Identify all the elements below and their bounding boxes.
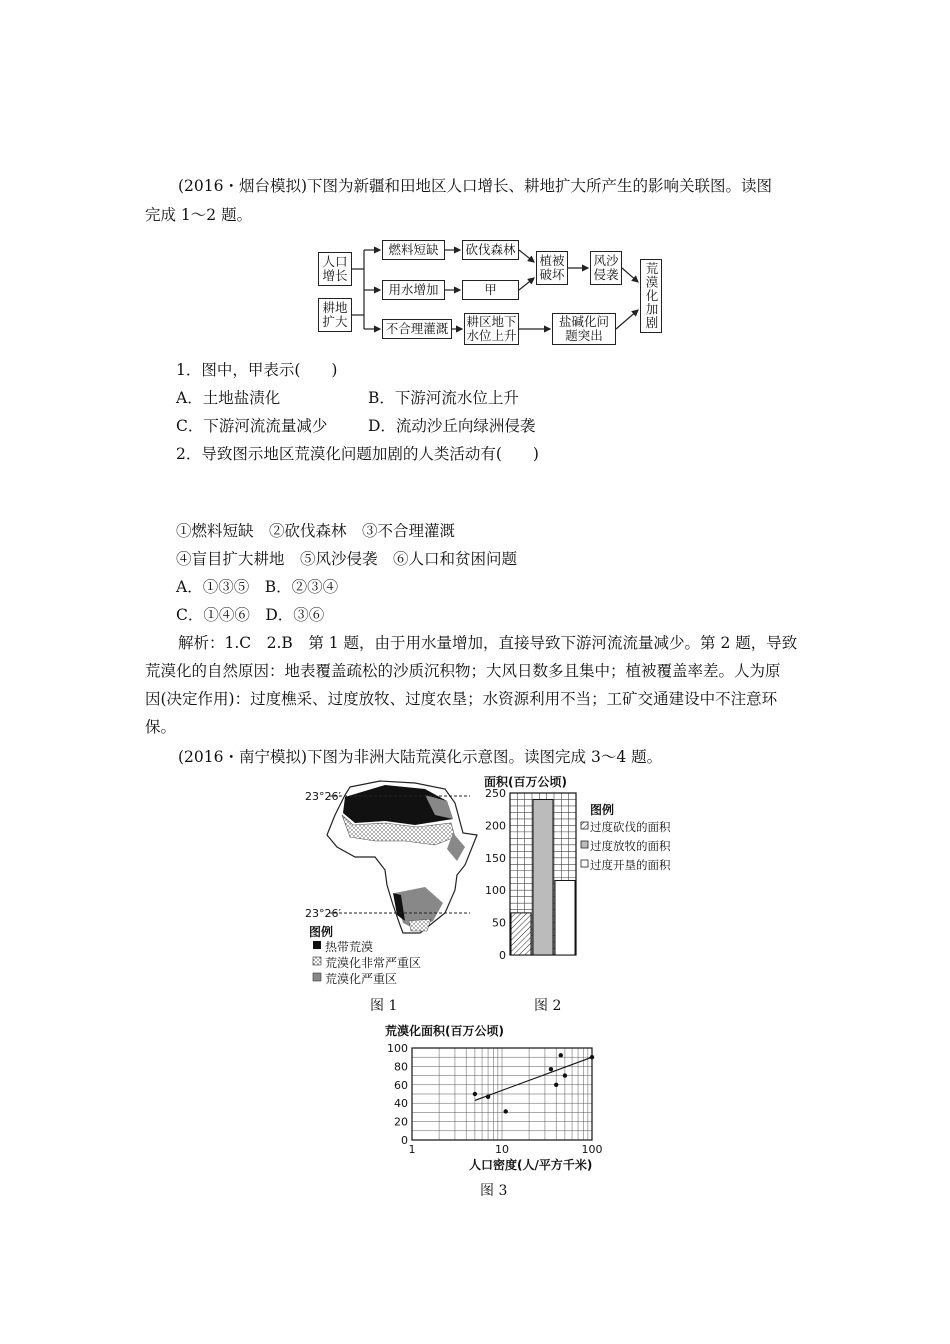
fig3-point-8	[590, 1055, 594, 1059]
intro-line-1: (2016・烟台模拟)下图为新疆和田地区人口增长、耕地扩大所产生的影响关联图。读图	[178, 177, 773, 195]
fig3-point-6	[559, 1053, 563, 1057]
fig2-ytick-label: 150	[485, 851, 506, 865]
lat-label-south: 23°26′	[305, 907, 341, 920]
analysis-line-2: 荒漠化的自然原因：地表覆盖疏松的沙质沉积物；大风日数多且集中；植被覆盖率差。人为原	[145, 662, 781, 680]
fig1-legend-title: 图例	[309, 925, 334, 939]
legend-swatch-serious	[313, 973, 321, 981]
box-jia: 甲	[462, 280, 519, 300]
fig3-point-7	[563, 1073, 567, 1077]
fig2-bar-2	[533, 799, 553, 955]
fig1-legend-severe: 荒漠化非常严重区	[325, 956, 422, 970]
fig2-ylabel: 面积(百万公顷)	[484, 775, 567, 789]
fig3-ytick-label: 20	[394, 1115, 408, 1129]
fig2-legend-deforest: 过度砍伐的面积	[590, 820, 671, 834]
flowchart	[318, 240, 668, 343]
fig2-legend-swatch-cultivate	[581, 860, 588, 867]
fig3-ylabel: 荒漠化面积(百万公顷)	[385, 1024, 504, 1038]
fig1-legend-desert: 热带荒漠	[325, 940, 374, 954]
analysis-line-1: 解析：1.C 2.B 第 1 题，由于用水量增加，直接导致下游河流流量减少。第 2 题，导致	[178, 634, 798, 652]
severe-zone-south	[409, 919, 431, 931]
q2-items-1: ①燃料短缺 ②砍伐森林 ③不合理灌溉	[176, 522, 456, 540]
fig3-ytick-label: 0	[401, 1134, 408, 1147]
q1-stem: 1．图中，甲表示( )	[176, 361, 338, 379]
fig3-xlabel: 人口密度(人/平方千米)	[469, 1158, 593, 1172]
box-desertification: 荒漠化加剧	[640, 259, 662, 333]
box-groundwater: 耕区地下水位上升	[464, 313, 519, 345]
figure-3-scatter-chart	[385, 1022, 615, 1172]
fig2-legend-graze: 过度放牧的面积	[590, 839, 671, 853]
fig3-ytick-label: 100	[387, 1042, 408, 1055]
fig2-legend-title: 图例	[590, 803, 615, 817]
fig3-xtick-label: 100	[581, 1143, 603, 1156]
fig2-legend-cultivate: 过度开垦的面积	[590, 858, 671, 872]
fig3-point-5	[554, 1083, 558, 1087]
figure-2-bar-chart	[480, 773, 690, 965]
fig2-bar-1	[511, 913, 531, 955]
legend-swatch-desert	[313, 941, 321, 949]
box-irrigation: 不合理灌溉	[382, 319, 452, 339]
box-salinization: 盐碱化问题突出	[552, 313, 616, 345]
fig3-ytick-label: 80	[394, 1060, 408, 1074]
fig2-ytick-label: 0	[499, 949, 506, 962]
analysis-line-3: 因(决定作用)：过度樵采、过度放牧、过度农垦；水资源利用不当；工矿交通建设中不注意环	[145, 690, 778, 708]
fig2-ytick-label: 250	[485, 787, 506, 800]
fig2-caption: 图 2	[534, 998, 562, 1014]
figure-1-map	[305, 775, 480, 990]
analysis-line-4: 保。	[145, 718, 177, 736]
fig3-point-4	[549, 1067, 553, 1071]
fig1-caption: 图 1	[370, 998, 398, 1014]
fig3-xtick-label: 10	[495, 1143, 509, 1156]
fig3-ytick-label: 60	[394, 1078, 408, 1092]
q2-options-ab: A．①③⑤ B．②③④	[176, 578, 339, 596]
q3-intro: (2016・南宁模拟)下图为非洲大陆荒漠化示意图。读图完成 3～4 题。	[178, 748, 663, 766]
fig3-point-3	[504, 1109, 508, 1113]
fig2-legend-swatch-graze	[581, 841, 588, 848]
fig1-legend-serious: 荒漠化严重区	[325, 972, 398, 986]
q2-stem: 2．导致图示地区荒漠化问题加剧的人类活动有( )	[176, 445, 539, 463]
q1-option-d: D．流动沙丘向绿洲侵袭	[368, 417, 536, 435]
box-vegetation: 植被破坏	[536, 251, 568, 285]
box-deforest: 砍伐森林	[462, 240, 519, 260]
intro-line-2: 完成 1～2 题。	[145, 206, 253, 224]
fig2-ytick-label: 100	[485, 884, 506, 898]
q1-option-a: A．土地盐渍化	[176, 389, 281, 407]
fig2-bar-3	[555, 880, 575, 955]
fig3-point-2	[486, 1095, 490, 1099]
legend-swatch-severe	[313, 957, 321, 965]
box-population: 人口增长	[318, 252, 352, 286]
fig3-ytick-label: 40	[394, 1097, 408, 1111]
q2-items-2: ④盲目扩大耕地 ⑤风沙侵袭 ⑥人口和贫困问题	[176, 550, 518, 568]
fig2-ytick-label: 200	[485, 819, 506, 833]
q1-option-c: C．下游河流流量减少	[176, 417, 328, 435]
box-water: 用水增加	[382, 280, 445, 300]
fig3-caption: 图 3	[480, 1183, 508, 1199]
box-sand: 风沙侵袭	[590, 251, 622, 285]
q1-option-b: B．下游河流水位上升	[368, 389, 519, 407]
fig3-svg	[385, 1022, 615, 1172]
fig3-point-1	[473, 1092, 477, 1096]
fig3-xtick-label: 1	[408, 1143, 416, 1156]
q2-options-cd: C．①④⑥ D．③⑥	[176, 606, 325, 624]
lat-label-north: 23°26′	[305, 790, 341, 803]
box-fuel: 燃料短缺	[382, 240, 445, 260]
fig2-ytick-label: 50	[492, 916, 506, 930]
box-farmland: 耕地扩大	[318, 298, 352, 332]
fig2-legend-swatch-deforest	[581, 822, 588, 829]
